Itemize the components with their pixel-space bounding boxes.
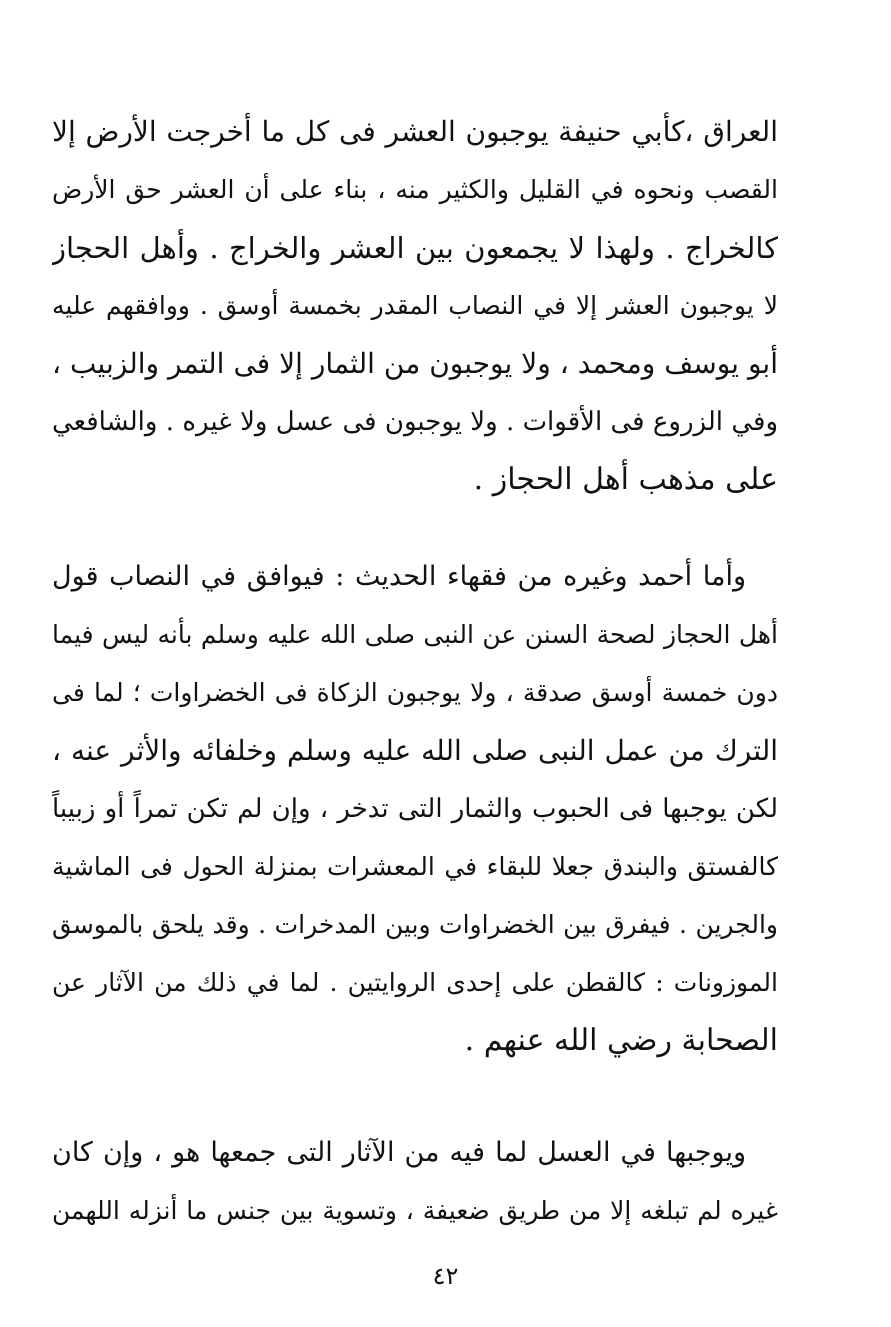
text-line: الترك من عمل النبى صلى الله عليه وسلم وخلفائه والأثر عنه ،	[52, 734, 778, 767]
text-line: دون خمسة أوسق صدقة ، ولا يوجبون الزكاة فى الخضراوات ؛ لما فى	[52, 678, 778, 707]
text-line: أهل الحجاز لصحة السنن عن النبى صلى الله عليه وسلم بأنه ليس فيما	[52, 620, 778, 649]
paragraph-2	[52, 548, 778, 1070]
text-line: ويوجبها في العسل لما فيه من الآثار التى جمعها هو ، وإن كان	[52, 1137, 746, 1168]
text-line: على مذهب أهل الحجاز .	[473, 462, 778, 497]
text-line: الصحابة رضي الله عنهم .	[464, 1023, 778, 1058]
text-line: وأما أحمد وغيره من فقهاء الحديث : فيوافق في النصاب قول	[52, 561, 746, 592]
paragraph-1	[52, 103, 778, 509]
text-line: كالفستق والبندق جعلا للبقاء في المعشرات بمنزلة الحول فى الماشية	[52, 852, 778, 881]
text-line: غيره لم تبلغه إلا من طريق ضعيفة ، وتسوية بين جنس ما أنزله اللهمن	[52, 1196, 778, 1225]
text-line: كالخراج . ولهذا لا يجمعون بين العشر والخراج . وأهل الحجاز	[52, 231, 778, 265]
text-line: والجرين . فيفرق بين الخضراوات وبين المدخرات . وقد يلحق بالموسق	[52, 910, 778, 939]
text-line: أبو يوسف ومحمد ، ولا يوجبون من الثمار إلا فى التمر والزبيب ،	[52, 347, 778, 380]
text-line: الموزونات : كالقطن على إحدى الروايتين . لما في ذلك من الآثار عن	[52, 968, 778, 997]
text-line: لا يوجبون العشر إلا في النصاب المقدر بخمسة أوسق . ووافقهم عليه	[52, 291, 778, 320]
paragraph-3	[52, 1124, 778, 1240]
text-line: لكن يوجبها فى الحبوب والثمار التى تدخر ، وإن لم تكن تمراً أو زبيباً	[52, 794, 778, 824]
page-number: ٤٢	[432, 1262, 459, 1290]
text-line: العراق ،كأبي حنيفة يوجبون العشر فى كل ما أخرجت الأرض إلا	[52, 115, 778, 148]
text-line: وفي الزروع فى الأقوات . ولا يوجبون فى عسل ولا غيره . والشافعي	[52, 407, 778, 437]
text-line: القصب ونحوه في القليل والكثير منه ، بناء على أن العشر حق الأرض	[52, 175, 778, 204]
